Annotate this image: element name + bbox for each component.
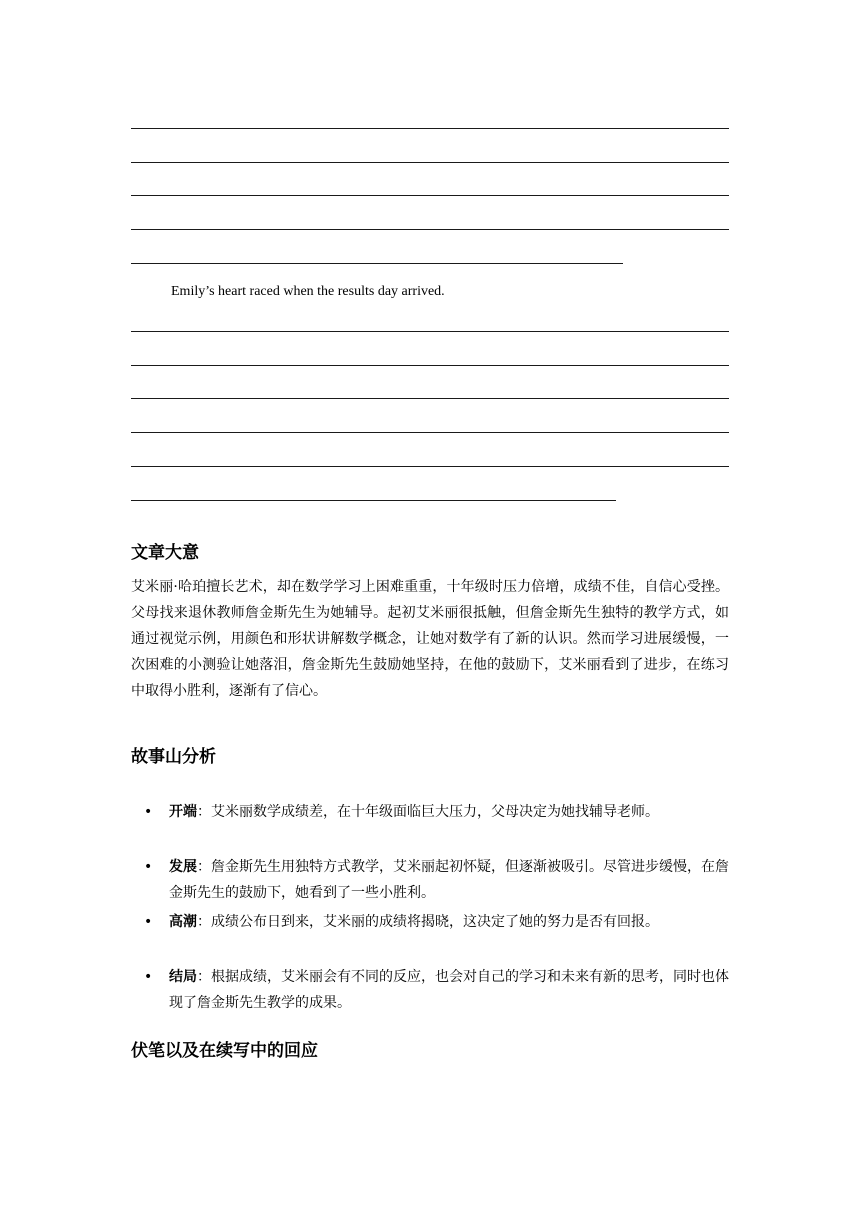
bullet-icon: • [144,969,153,985]
writing-line [131,466,729,467]
writing-line [131,432,729,433]
item-text: ：艾米丽数学成绩差，在十年级面临巨大压力，父母决定为她找辅导老师。 [197,804,659,820]
item-term: 发展 [169,859,197,875]
continuation-prompt: Emily’s heart raced when the results day arrived. [171,284,445,299]
writing-line [131,229,729,230]
writing-line [131,398,729,399]
list-item [131,964,729,1016]
writing-line [131,263,623,264]
item-text: ：成绩公布日到来，艾米丽的成绩将揭晓，这决定了她的努力是否有回报。 [197,914,659,930]
writing-line [131,128,729,129]
bullet-icon: • [144,804,153,820]
writing-line [131,331,729,332]
list-item [131,909,729,935]
summary-paragraph: 艾米丽·哈珀擅长艺术，却在数学学习上困难重重，十年级时压力倍增，成绩不佳，自信心受挫。父母找来退休教师詹金斯先生为她辅导。起初艾米丽很抵触，但詹金斯先生独特的教学方式，如通过视觉示例，用颜色和形状讲解数学概念，让她对数学有了新的认识。然而学习进展缓慢，一次困难的小测验让她落泪，詹金斯先生鼓励她坚持，在他的鼓励下，艾米丽看到了进步，在练习中取得小胜利，逐渐有了信心。 [131,579,729,699]
item-text: ：詹金斯先生用独特方式教学，艾米丽起初怀疑，但逐渐被吸引。尽管进步缓慢，在詹金斯先生的鼓励下，她看到了一些小胜利。 [169,859,729,901]
list-item [131,854,729,906]
item-term: 开端 [169,804,197,820]
bullet-icon: • [144,859,153,875]
item-term: 结局 [169,969,197,985]
bullet-icon: • [144,914,153,930]
summary-heading: 文章大意 [131,543,199,563]
writing-line [131,365,729,366]
writing-line [131,500,616,501]
writing-line [131,162,729,163]
item-term: 高潮 [169,914,197,930]
writing-line [131,195,729,196]
foreshadow-heading: 伏笔以及在续写中的回应 [131,1041,318,1061]
list-item [131,799,729,825]
item-text: ：根据成绩，艾米丽会有不同的反应，也会对自己的学习和未来有新的思考，同时也体现了詹金斯先生教学的成果。 [169,969,729,1011]
analysis-heading: 故事山分析 [131,747,216,767]
